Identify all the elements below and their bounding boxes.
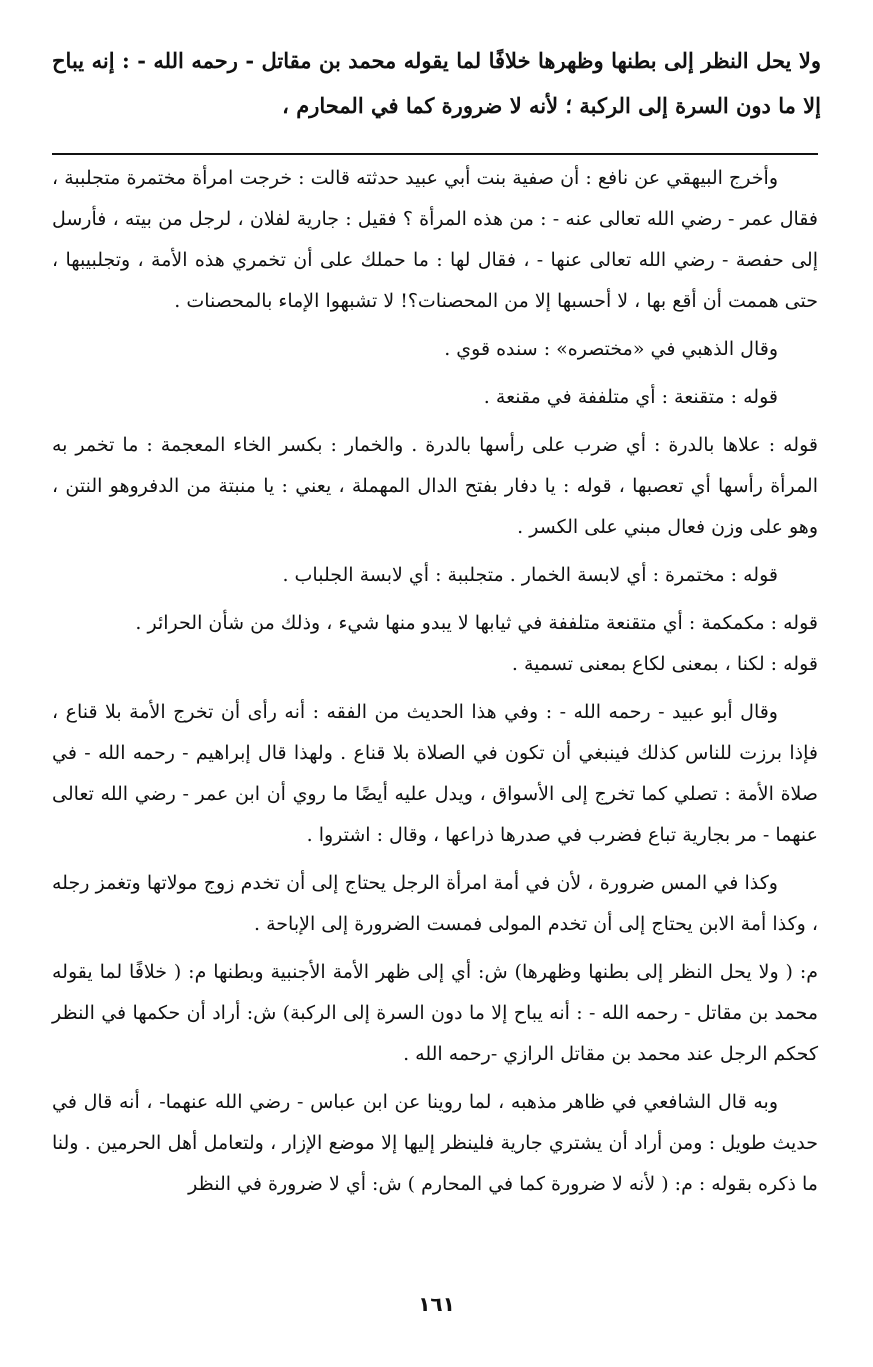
commentary-body	[52, 158, 818, 1212]
commentary-paragraph-mukamkamah: قوله : مكمكمة : أي متقنعة متلففة في ثيابها لا يبدو منها شيء ، وذلك من شأن الحرائر .	[135, 612, 818, 634]
commentary-paragraph-mukhtamirah: قوله : مختمرة : أي لابسة الخمار . متجلببة : أي لابسة الجلباب .	[282, 564, 778, 586]
matn-text: ولا يحل النظر إلى بطنها وظهرها خلافًا لما يقوله محمد بن مقاتل - رحمه الله - : إنه يباح إلا ما دون السرة إلى الركبة ؛ لأنه لا ضرورة كما في المحارم ،	[52, 48, 821, 118]
page-number: ١٦١	[418, 1292, 455, 1316]
commentary-paragraph-matn-sharh: م: ( ولا يحل النظر إلى بطنها وظهرها) ش: أي إلى ظهر الأمة الأجنبية وبطنها م: ( خلافًا لما يقوله محمد بن مقاتل - رحمه الله - : أنه يباح إلا ما دون السرة إلى الركبة) ش: أراد أن حكمها في النظر كحكم الرجل عند محمد بن مقاتل الرازي -رحمه الله .	[52, 961, 818, 1065]
commentary-paragraph-abu-ubayd: وقال أبو عبيد - رحمه الله - : وفي هذا الحديث من الفقه : أنه رأى أن تخرج الأمة بلا قناع ، فإذا برزت للناس كذلك فينبغي أن تكون في الصلاة بلا قناع . ولهذا قال إبراهيم - رحمه الله - في صلاة الأمة : تصلي كما تخرج إلى الأسواق ، ويدل عليه أيضًا ما روي أن ابن عمر - رضي الله تعالى عنهما - مر بجارية تباع فضرب في صدرها ذراعها ، وقال : اشتروا .	[52, 701, 818, 846]
commentary-paragraph-dhahabi: وقال الذهبي في «مختصره» : سنده قوي .	[444, 338, 778, 360]
commentary-paragraph-bayhaqi: وأخرج البيهقي عن نافع : أن صفية بنت أبي عبيد حدثته قالت : خرجت امرأة مختمرة متجلببة ، فقال عمر - رضي الله تعالى عنه - : من هذه المرأة ؟ فقيل : جارية لفلان ، لرجل من بيته ، فأرسل إلى حفصة - رضي الله تعالى عنها - ، فقال لها : ما حملك على أن تخمري هذه الأمة ، وتجلبيبها ، حتى هممت أن أقع بها ، لا أحسبها إلا من المحصنات؟! لا تشبهوا الإماء بالمحصنات .	[52, 167, 818, 312]
commentary-paragraph-lakna: قوله : لكنا ، بمعنى لكاع بمعنى تسمية .	[511, 653, 818, 675]
commentary-paragraph-mutaqanniah: قوله : متقنعة : أي متلففة في مقنعة .	[483, 386, 778, 408]
commentary-paragraph-durrah: قوله : علاها بالدرة : أي ضرب على رأسها بالدرة . والخمار : بكسر الخاء المعجمة : ما تخمر به المرأة رأسها أي تعصبها ، قوله : يا دفار بفتح الدال المهملة ، يعني : يا منبتة من الدفروهو النتن ، وهو على وزن فعال مبني على الكسر .	[52, 434, 818, 538]
section-divider	[52, 153, 818, 155]
commentary-paragraph-mass: وكذا في المس ضرورة ، لأن في أمة امرأة الرجل يحتاج إلى أن تخدم زوج مولاتها وتغمز رجله ، وكذا أمة الابن يحتاج إلى أن تخدم المولى فمست الضرورة إلى الإباحة .	[52, 872, 818, 935]
commentary-paragraph-shafii: وبه قال الشافعي في ظاهر مذهبه ، لما روينا عن ابن عباس - رضي الله عنهما- ، أنه قال في حديث طويل : ومن أراد أن يشتري جارية فلينظر إليها إلا موضع الإزار ، ولتعامل أهل الحرمين . ولنا ما ذكره بقوله : م: ( لأنه لا ضرورة كما في المحارم ) ش: أي لا ضرورة في النظر	[52, 1091, 818, 1195]
